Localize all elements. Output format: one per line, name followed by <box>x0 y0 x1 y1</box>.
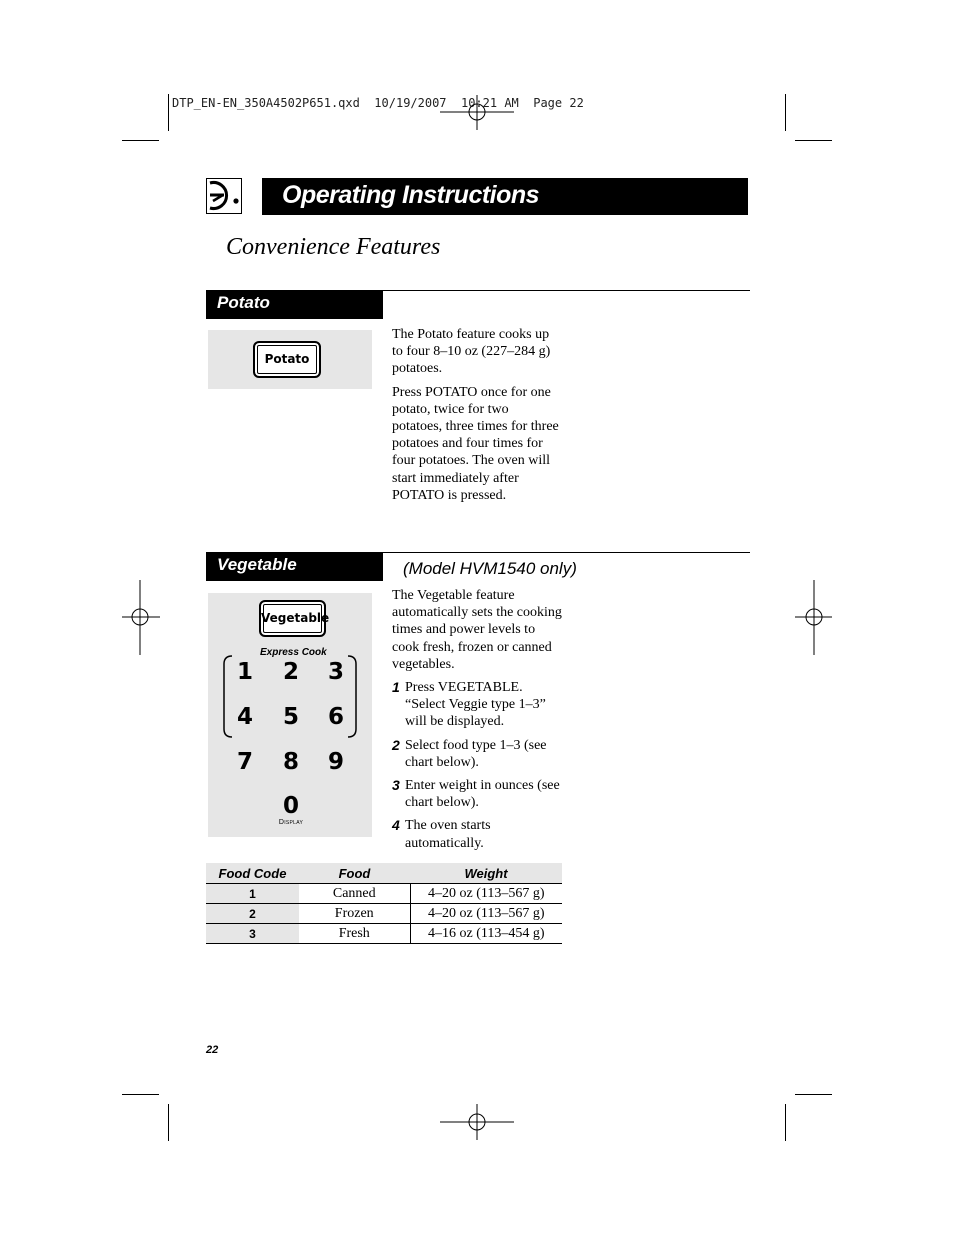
vegetable-section-tab: Vegetable <box>206 552 383 581</box>
vegetable-rule <box>383 552 750 553</box>
chart-header-row <box>206 863 562 884</box>
step-text: Select food type 1–3 (see chart below). <box>405 737 547 770</box>
key-4[interactable]: 4 <box>236 704 253 730</box>
timer-dial-icon <box>206 178 242 214</box>
potato-paragraph-1: The Potato feature cooks up to four 8–10 oz (227–284 g) potatoes. <box>392 327 551 377</box>
section-title: Convenience Features <box>226 234 441 260</box>
display-label: Display <box>278 819 304 826</box>
file-slug: DTP_EN-EN_350A4502P651.qxd 10/19/2007 10:21 AM Page 22 <box>172 96 584 110</box>
express-cook-label: Express Cook <box>260 647 327 658</box>
table-row <box>206 924 562 944</box>
potato-rule <box>383 290 750 291</box>
key-3[interactable]: 3 <box>327 659 344 685</box>
weight-cell: 4–16 oz (113–454 g) <box>410 924 562 944</box>
vegetable-food-chart <box>206 863 562 944</box>
page-header-title: Operating Instructions <box>282 181 540 209</box>
weight-cell: 4–20 oz (113–567 g) <box>410 904 562 924</box>
vegetable-model-note: (Model HVM1540 only) <box>403 559 577 578</box>
weight-cell: 4–20 oz (113–567 g) <box>410 884 562 904</box>
key-1[interactable]: 1 <box>236 659 253 685</box>
chart-header-weight: Weight <box>410 863 562 884</box>
food-code-cell: 2 <box>206 904 299 924</box>
key-7[interactable]: 7 <box>236 749 253 775</box>
step-text: Press VEGETABLE. “Select Veggie type 1–3” will be displayed. <box>405 680 546 730</box>
vegetable-step-1 <box>392 679 564 731</box>
key-5[interactable]: 5 <box>282 704 299 730</box>
potato-section-tab: Potato <box>206 290 383 319</box>
potato-description <box>392 326 562 510</box>
food-cell: Canned <box>299 884 410 904</box>
food-code-cell: 3 <box>206 924 299 944</box>
chart-header-food-code: Food Code <box>206 863 299 884</box>
vegetable-description <box>392 587 564 858</box>
food-code-cell: 1 <box>206 884 299 904</box>
key-2[interactable]: 2 <box>282 659 299 685</box>
table-row <box>206 884 562 904</box>
table-row <box>206 904 562 924</box>
vegetable-step-4 <box>392 817 564 851</box>
potato-button[interactable]: Potato <box>253 341 321 378</box>
vegetable-step-3 <box>392 777 564 811</box>
vegetable-intro: The Vegetable feature automatically sets the cooking times and power levels to cook fresh, frozen or canned vegetables. <box>392 588 562 672</box>
key-0[interactable]: 0 <box>282 793 299 819</box>
potato-paragraph-2: Press POTATO once for one potato, twice for two potatoes, three times for three potatoes and four times for four potatoes. The oven will start immediately after POTATO is pressed. <box>392 384 559 503</box>
step-number: 1 <box>392 679 400 696</box>
key-8[interactable]: 8 <box>282 749 299 775</box>
food-cell: Frozen <box>299 904 410 924</box>
vegetable-step-2 <box>392 737 564 771</box>
chart-header-food: Food <box>299 863 410 884</box>
step-number: 2 <box>392 736 400 753</box>
vegetable-button[interactable]: Vegetable <box>259 600 326 637</box>
key-9[interactable]: 9 <box>327 749 344 775</box>
step-text: Enter weight in ounces (see chart below). <box>405 778 560 811</box>
step-text: The oven starts automatically. <box>405 818 491 851</box>
potato-keypad-panel <box>208 330 372 389</box>
key-6[interactable]: 6 <box>327 704 344 730</box>
vegetable-keypad-panel <box>208 593 372 837</box>
page-number: 22 <box>206 1044 219 1056</box>
step-number: 4 <box>392 817 400 834</box>
food-cell: Fresh <box>299 924 410 944</box>
step-number: 3 <box>392 777 400 794</box>
